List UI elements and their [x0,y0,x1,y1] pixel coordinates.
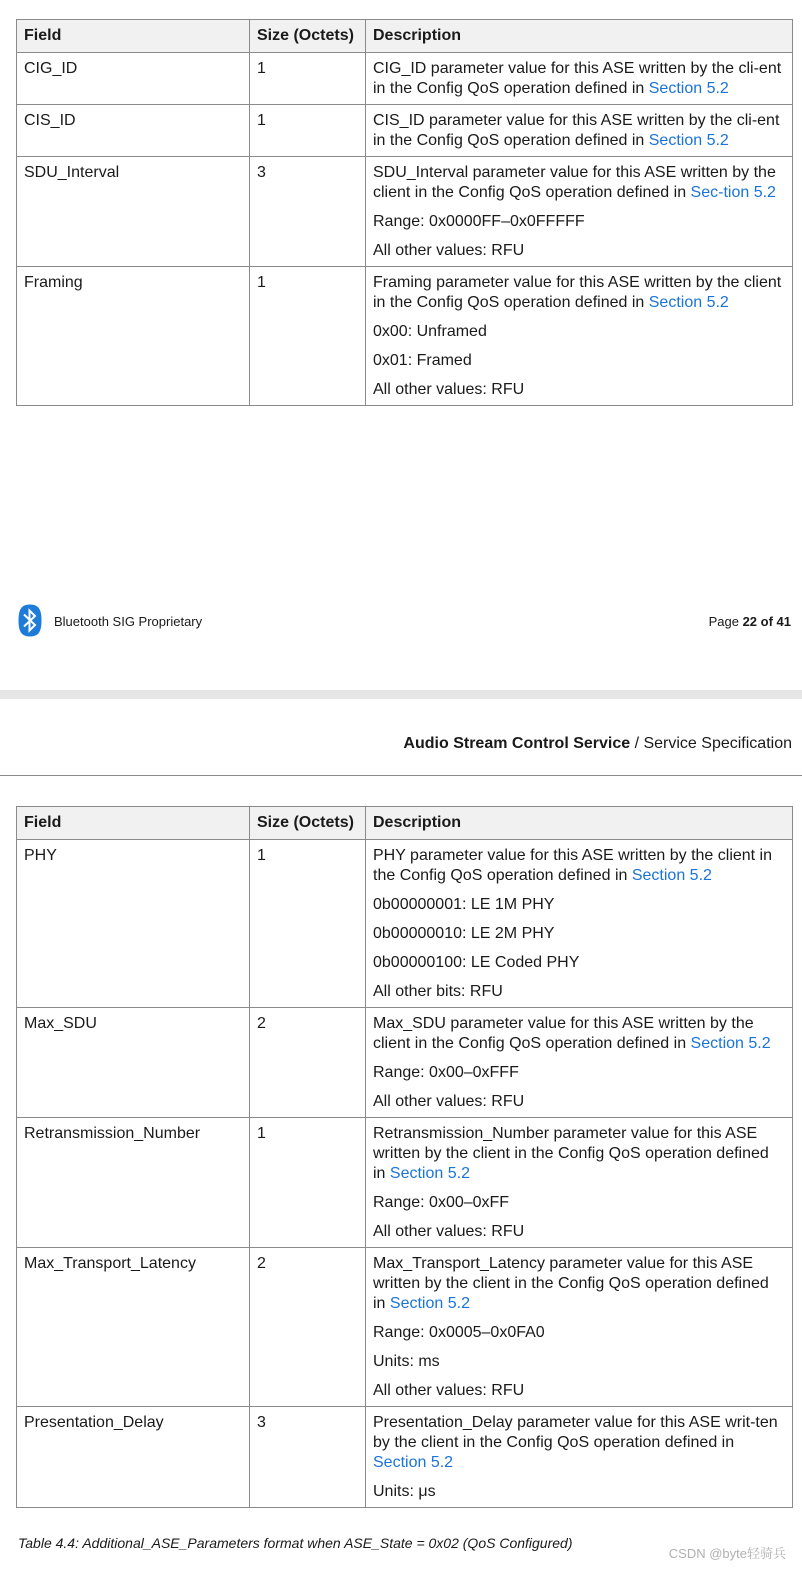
value-range-line: All other values: RFU [373,242,525,259]
field-name: CIG_ID [17,53,250,105]
header-description: Description [366,807,793,840]
footer-proprietary: Bluetooth SIG Proprietary [54,614,203,629]
description-text: Framing parameter value for this ASE written by the client in the Config QoS operation defined in Section 5.2 [373,274,782,311]
field-size: 1 [250,53,366,105]
field-size: 1 [250,105,366,157]
description-text: Max_Transport_Latency parameter value for this ASE written by the client in the Config QoS operation defined in Section 5.2 [373,1255,769,1312]
value-range-line: All other values: RFU [373,1093,525,1110]
table-row [17,840,793,1008]
table-row [17,1118,793,1248]
section-link[interactable]: Section 5.2 [389,1165,470,1182]
field-size: 2 [250,1248,366,1407]
header-rule [0,775,802,776]
table-row [17,53,793,105]
value-range-line: Range: 0x0000FF–0x0FFFFF [373,213,585,230]
header-size: Size (Octets) [250,20,366,53]
header-description: Description [366,20,793,53]
value-range-line: 0b00000001: LE 1M PHY [373,896,555,913]
field-name: Framing [17,267,250,406]
field-name: Retransmission_Number [17,1118,250,1248]
value-range-line: Range: 0x00–0xFFF [373,1064,519,1081]
table-caption: Table 4.4: Additional_ASE_Parameters format when ASE_State = 0x02 (QoS Configured) [18,1535,573,1551]
header-subtitle: / Service Specification [630,735,792,752]
description-text: Max_SDU parameter value for this ASE written by the client in the Config QoS operation defined in Section 5.2 [373,1015,771,1052]
section-link[interactable]: Section 5.2 [690,1035,771,1052]
value-range-line: All other values: RFU [373,1223,525,1240]
table-row [17,105,793,157]
section-link[interactable]: Section 5.2 [648,294,729,311]
section-link[interactable]: Section 5.2 [648,132,729,149]
section-link[interactable]: Section 5.2 [631,867,712,884]
parameters-table-part-1 [16,19,793,406]
table-header-row [17,807,793,840]
header-field: Field [17,20,250,53]
field-name: CIS_ID [17,105,250,157]
table-header-row [17,20,793,53]
description-text: CIG_ID parameter value for this ASE written by the cli-ent in the Config QoS operation defined in Section 5.2 [373,60,782,97]
section-link[interactable]: Section 5.2 [648,80,729,97]
field-description [366,157,793,267]
value-range-line: 0x00: Unframed [373,323,487,340]
field-name: Max_Transport_Latency [17,1248,250,1407]
header-size: Size (Octets) [250,807,366,840]
description-text: PHY parameter value for this ASE written by the client in the Config QoS operation defined in Section 5.2 [373,847,773,884]
watermark: CSDN @byte轻骑兵 [668,1546,786,1561]
field-name: Max_SDU [17,1008,250,1118]
description-text: SDU_Interval parameter value for this ASE written by the client in the Config QoS operation defined in Sec-tion 5.2 [373,164,776,201]
field-description [366,840,793,1008]
page-header [403,735,792,753]
field-description [366,1118,793,1248]
page-footer [0,604,802,640]
value-range-line: Range: 0x0005–0x0FA0 [373,1324,545,1341]
field-description [366,1008,793,1118]
value-range-line: 0b00000010: LE 2M PHY [373,925,555,942]
value-range-line: Range: 0x00–0xFF [373,1194,510,1211]
description-text: Presentation_Delay parameter value for this ASE writ-ten by the client in the Config QoS operation defined in Section 5.2 [373,1414,778,1471]
field-description [366,105,793,157]
field-description [366,1407,793,1508]
field-description [366,53,793,105]
field-description [366,1248,793,1407]
section-link[interactable]: Section 5.2 [389,1295,470,1312]
page-number: Page 22 of 41 [708,614,791,629]
field-name: PHY [17,840,250,1008]
table-row [17,267,793,406]
field-size: 3 [250,1407,366,1508]
section-link[interactable]: Section 5.2 [373,1454,454,1471]
field-size: 1 [250,1118,366,1248]
value-range-line: 0x01: Framed [373,352,472,369]
value-range-line: All other values: RFU [373,381,525,398]
field-name: SDU_Interval [17,157,250,267]
field-size: 1 [250,840,366,1008]
field-description [366,267,793,406]
page-separator [0,690,802,699]
section-link[interactable]: Sec-tion 5.2 [690,184,776,201]
header-title: Audio Stream Control Service [403,735,631,752]
field-size: 2 [250,1008,366,1118]
description-text: Retransmission_Number parameter value for this ASE written by the client in the Config QoS operation defined in Section 5.2 [373,1125,769,1182]
field-size: 1 [250,267,366,406]
value-range-line: 0b00000100: LE Coded PHY [373,954,580,971]
value-range-line: All other bits: RFU [373,983,503,1000]
field-size: 3 [250,157,366,267]
table-row [17,157,793,267]
value-range-line: Units: μs [373,1483,436,1500]
description-text: CIS_ID parameter value for this ASE written by the cli-ent in the Config QoS operation defined in Section 5.2 [373,112,780,149]
header-field: Field [17,807,250,840]
value-range-line: All other values: RFU [373,1382,525,1399]
value-range-line: Units: ms [373,1353,440,1370]
table-row [17,1008,793,1118]
table-row [17,1248,793,1407]
table-row [17,1407,793,1508]
parameters-table-part-2 [16,806,793,1508]
field-name: Presentation_Delay [17,1407,250,1508]
bluetooth-logo-icon [18,604,42,637]
